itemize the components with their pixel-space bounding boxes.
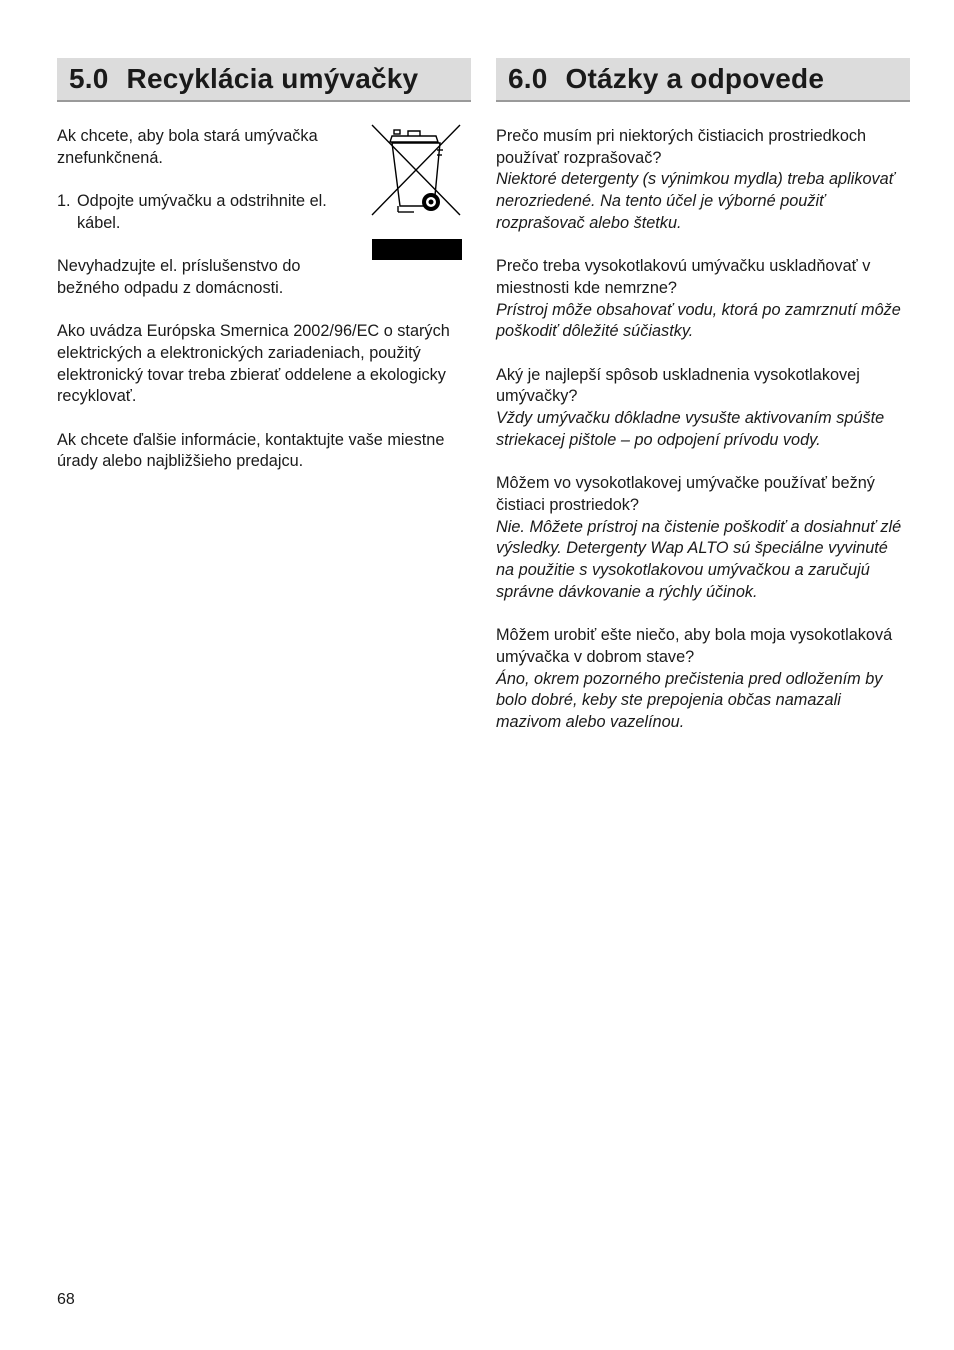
faq-list — [496, 126, 910, 734]
faq-answer: Niektoré detergenty (s výnimkou mydla) treba aplikovať nerozriedené. Na tento účel je výborné použiť rozprašovač alebo štetku. — [496, 170, 895, 232]
bin-symbol-bar — [372, 239, 462, 260]
faq-question: Prečo treba vysokotlakovú umývačku uskladňovať v miestnosti kde nemrzne? — [496, 257, 871, 297]
faq-answer: Vždy umývačku dôkladne vysušte aktivovaním spúšte striekacej pištole – po odpojení prívodu vody. — [496, 409, 885, 449]
section-number: 5.0 — [69, 63, 109, 94]
section-number: 6.0 — [508, 63, 548, 94]
directive-paragraph: Ako uvádza Európska Smernica 2002/96/EC o starých elektrických a elektronických zariadeniach, použitý elektronický tovar treba zbierať oddelene a ekologicky recyklovať. — [57, 322, 450, 406]
section-title: Recyklácia umývačky — [126, 63, 419, 94]
step-text: Odpojte umývačku a odstrihnite el. kábel. — [77, 192, 327, 232]
faq-question: Aký je najlepší spôsob uskladnenia vysokotlakovej umývačky? — [496, 365, 860, 406]
page-number: 68 — [57, 1291, 75, 1308]
faq-answer: Áno, okrem pozorného prečistenia pred odložením by bolo dobré, keby ste prepojenia občas namazali mazivom alebo vazelínou. — [496, 669, 883, 731]
dispose-paragraph: Nevyhadzujte el. príslušenstvo do bežného odpadu z domácnosti. — [57, 257, 301, 297]
contact-paragraph: Ak chcete ďalšie informácie, kontaktujte vaše miestne úrady alebo najbližšieho predajcu. — [57, 430, 445, 471]
faq-question: Prečo musím pri niektorých čistiacich prostriedkoch používať rozprašovač? — [496, 127, 867, 167]
faq-item — [496, 256, 910, 343]
faq-question: Môžem vo vysokotlakovej umývačke používať bežný čistiaci prostriedok? — [496, 474, 875, 514]
section-heading-recycling — [57, 58, 471, 102]
crossed-out-wheelie-bin-icon — [370, 122, 462, 218]
section-recycling — [57, 58, 471, 495]
faq-item — [496, 365, 910, 452]
faq-answer: Nie. Môžete prístroj na čistenie poškodiť a dosiahnuť zlé výsledky. Detergenty Wap ALTO sú špeciálne vyvinuté na použitie s vysokotlakovou umývačkou a zaručujú správne dávkovanie a rýchly účinok. — [496, 517, 902, 601]
faq-item — [496, 625, 910, 734]
step-number: 1. — [57, 192, 71, 211]
faq-item — [496, 126, 910, 235]
section-heading-faq — [496, 58, 910, 102]
faq-question: Môžem urobiť ešte niečo, aby bola moja vysokotlaková umývačka v dobrom stave? — [496, 626, 893, 666]
step-item — [57, 191, 357, 234]
faq-item — [496, 473, 910, 603]
faq-answer: Prístroj môže obsahovať vodu, ktorá po zamrznutí môže poškodiť dôležité súčiastky. — [496, 300, 901, 341]
section-faq — [496, 58, 910, 755]
section-title: Otázky a odpovede — [565, 63, 825, 94]
intro-paragraph: Ak chcete, aby bola stará umývačka znefunkčnená. — [57, 127, 318, 167]
